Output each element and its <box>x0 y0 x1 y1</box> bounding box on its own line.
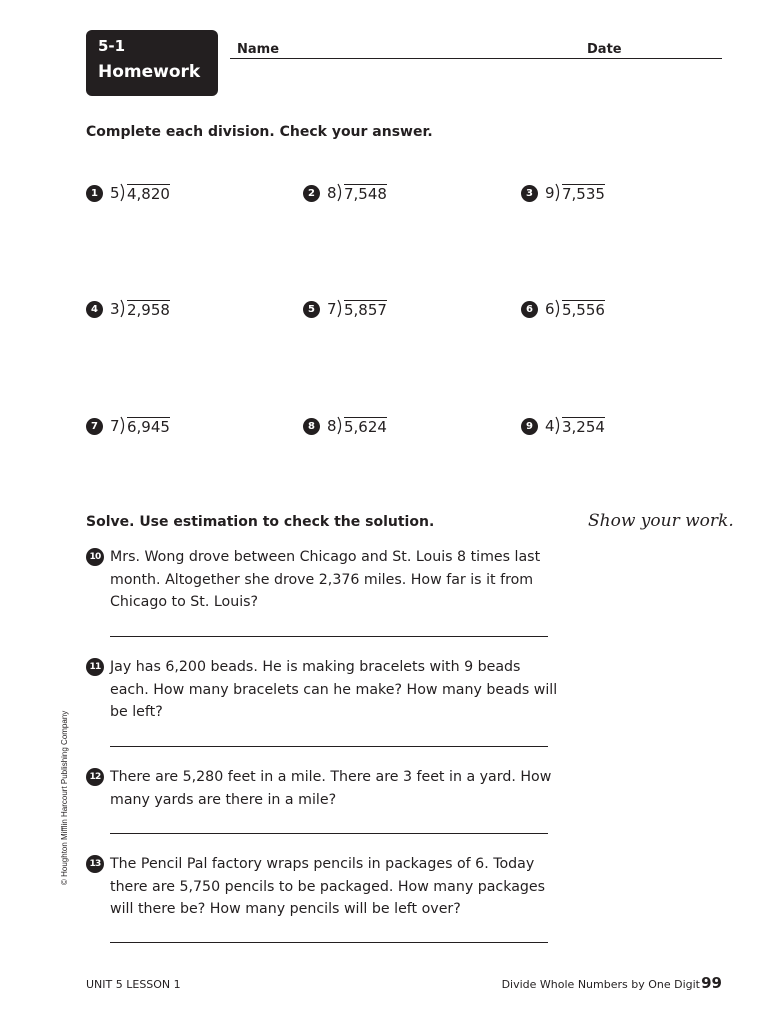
division-bracket <box>555 184 561 201</box>
dividend: 7,535 <box>562 185 605 203</box>
problem-number: 1 <box>86 185 103 202</box>
dividend: 7,548 <box>344 185 387 203</box>
division-bracket <box>555 417 561 434</box>
problem-text: There are 5,280 feet in a mile. There are 3 feet in a yard. How many yards are there in a mile? <box>110 769 552 808</box>
answer-line <box>110 833 548 834</box>
answer-line <box>110 636 548 637</box>
division-bracket <box>120 417 126 434</box>
problem-number: 12 <box>86 768 104 786</box>
divisor: 4 <box>545 417 555 435</box>
dividend: 3,254 <box>562 418 605 436</box>
problem-number: 10 <box>86 548 104 566</box>
problem-number: 7 <box>86 418 103 435</box>
dividend: 2,958 <box>127 301 170 319</box>
divisor: 3 <box>110 300 120 318</box>
problem-number: 4 <box>86 301 103 318</box>
name-date-line <box>230 58 722 59</box>
show-your-work-note: Show your work. <box>588 511 734 531</box>
lesson-badge <box>86 30 218 96</box>
footer-topic: Divide Whole Numbers by One Digit <box>501 978 700 991</box>
division-bracket <box>337 417 343 434</box>
problem-number: 9 <box>521 418 538 435</box>
divisor: 7 <box>110 417 120 435</box>
lesson-number: 5-1 <box>98 37 126 55</box>
copyright-notice: © Houghton Mifflin Harcourt Publishing Company <box>60 710 69 885</box>
problem-number: 3 <box>521 185 538 202</box>
division-bracket <box>120 184 126 201</box>
divisor: 6 <box>545 300 555 318</box>
division-bracket <box>120 300 126 317</box>
dividend: 5,857 <box>344 301 387 319</box>
divisor: 8 <box>327 184 337 202</box>
problem-text: Jay has 6,200 beads. He is making bracelets with 9 beads each. How many bracelets can he make? How many beads will be left? <box>110 659 558 720</box>
problem-text: The Pencil Pal factory wraps pencils in packages of 6. Today there are 5,750 pencils to be packaged. How many packages will there be? How many pencils will be left over? <box>110 856 546 917</box>
divisor: 5 <box>110 184 120 202</box>
problem-number: 6 <box>521 301 538 318</box>
problem-number: 8 <box>303 418 320 435</box>
dividend: 6,945 <box>127 418 170 436</box>
dividend: 5,624 <box>344 418 387 436</box>
problem-number: 5 <box>303 301 320 318</box>
name-label: Name <box>237 42 280 57</box>
divisor: 7 <box>327 300 337 318</box>
divisor: 9 <box>545 184 555 202</box>
problem-text: Mrs. Wong drove between Chicago and St. Louis 8 times last month. Altogether she drove 2,376 miles. How far is it from Chicago to St. Louis? <box>110 549 541 610</box>
answer-line <box>110 942 548 943</box>
section1-instructions: Complete each division. Check your answer. <box>86 124 433 140</box>
problem-number: 13 <box>86 855 104 873</box>
lesson-type: Homework <box>98 62 201 82</box>
section2-instructions: Solve. Use estimation to check the solution. <box>86 514 435 530</box>
dividend: 5,556 <box>562 301 605 319</box>
date-label: Date <box>587 42 622 57</box>
division-bracket <box>555 300 561 317</box>
footer-unit-lesson: UNIT 5 LESSON 1 <box>86 978 181 991</box>
division-bracket <box>337 184 343 201</box>
problem-number: 11 <box>86 658 104 676</box>
problem-number: 2 <box>303 185 320 202</box>
dividend: 4,820 <box>127 185 170 203</box>
division-bracket <box>337 300 343 317</box>
divisor: 8 <box>327 417 337 435</box>
answer-line <box>110 746 548 747</box>
page-number: 99 <box>701 974 722 992</box>
